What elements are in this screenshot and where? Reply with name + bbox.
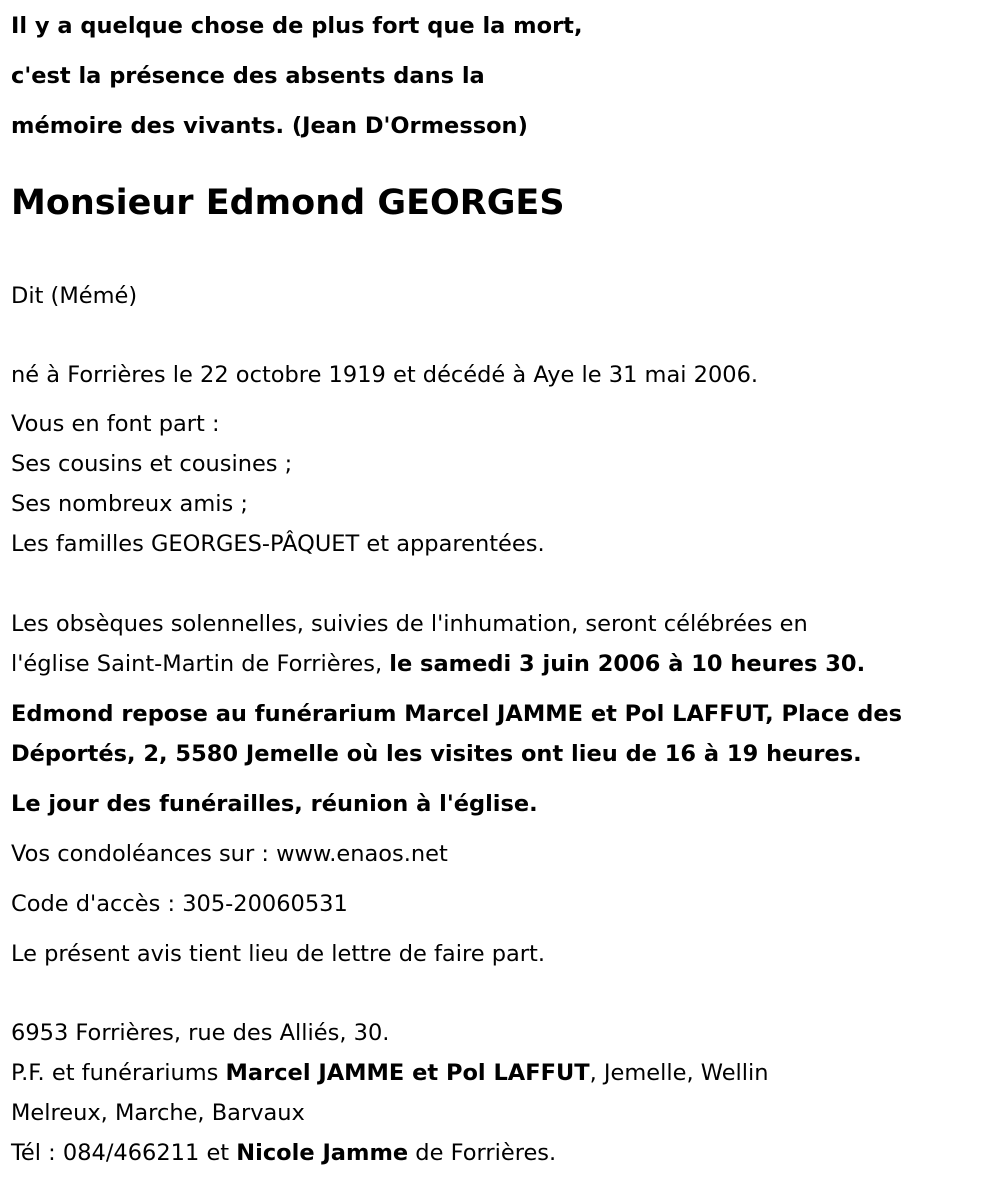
contact-person: Nicole Jamme xyxy=(236,1140,409,1166)
repose-block xyxy=(11,694,996,774)
funeral-home-name: Marcel JAMME et Pol LAFFUT xyxy=(225,1060,590,1086)
address-line: 6953 Forrières, rue des Alliés, 30. xyxy=(11,1020,390,1046)
contact-block xyxy=(11,1013,996,1173)
announcement-block xyxy=(11,404,996,564)
funeral-home-towns-line: Melreux, Marche, Barvaux xyxy=(11,1100,305,1126)
quote-line: mémoire des vivants. (Jean D'Ormesson) xyxy=(11,113,528,139)
family-line: Les familles GEORGES-PÂQUET et apparentées. xyxy=(11,531,545,557)
deceased-name: Monsieur Edmond GEORGES xyxy=(11,183,565,223)
repose-line: Déportés, 2, 5580 Jemelle où les visites ont lieu de 16 à 19 heures. xyxy=(11,741,862,767)
ceremony-line xyxy=(11,644,996,684)
repose-line: Edmond repose au funérarium Marcel JAMME et Pol LAFFUT, Place des xyxy=(11,701,903,727)
phone-line xyxy=(11,1133,996,1173)
phone-prefix: Tél : 084/466211 et xyxy=(11,1140,237,1166)
quote-line: Il y a quelque chose de plus fort que la mort, xyxy=(11,13,583,39)
condolences-line: Vos condoléances sur : www.enaos.net xyxy=(11,841,448,867)
quote-block xyxy=(11,1,996,151)
funeral-home-towns: , Jemelle, Wellin xyxy=(589,1060,769,1086)
ceremony-place: l'église Saint-Martin de Forrières, xyxy=(11,651,390,677)
ceremony-block xyxy=(11,604,996,684)
family-line: Ses cousins et cousines ; xyxy=(11,451,293,477)
ceremony-date: le samedi 3 juin 2006 à 10 heures 30. xyxy=(389,651,866,677)
family-line: Ses nombreux amis ; xyxy=(11,491,248,517)
birth-death-line: né à Forrières le 22 octobre 1919 et décédé à Aye le 31 mai 2006. xyxy=(11,362,759,388)
notice-line: Le présent avis tient lieu de lettre de faire part. xyxy=(11,941,546,967)
access-code-line: Code d'accès : 305-20060531 xyxy=(11,891,348,917)
quote-line: c'est la présence des absents dans la xyxy=(11,63,485,89)
nickname: Dit (Mémé) xyxy=(11,283,138,309)
announcement-intro: Vous en font part : xyxy=(11,411,220,437)
ceremony-line: Les obsèques solennelles, suivies de l'inhumation, seront célébrées en xyxy=(11,611,808,637)
funeral-home-line xyxy=(11,1053,996,1093)
funeral-home-prefix: P.F. et funérariums xyxy=(11,1060,226,1086)
meeting-line: Le jour des funérailles, réunion à l'église. xyxy=(11,791,538,817)
obituary-notice xyxy=(11,0,996,1173)
phone-suffix: de Forrières. xyxy=(408,1140,557,1166)
